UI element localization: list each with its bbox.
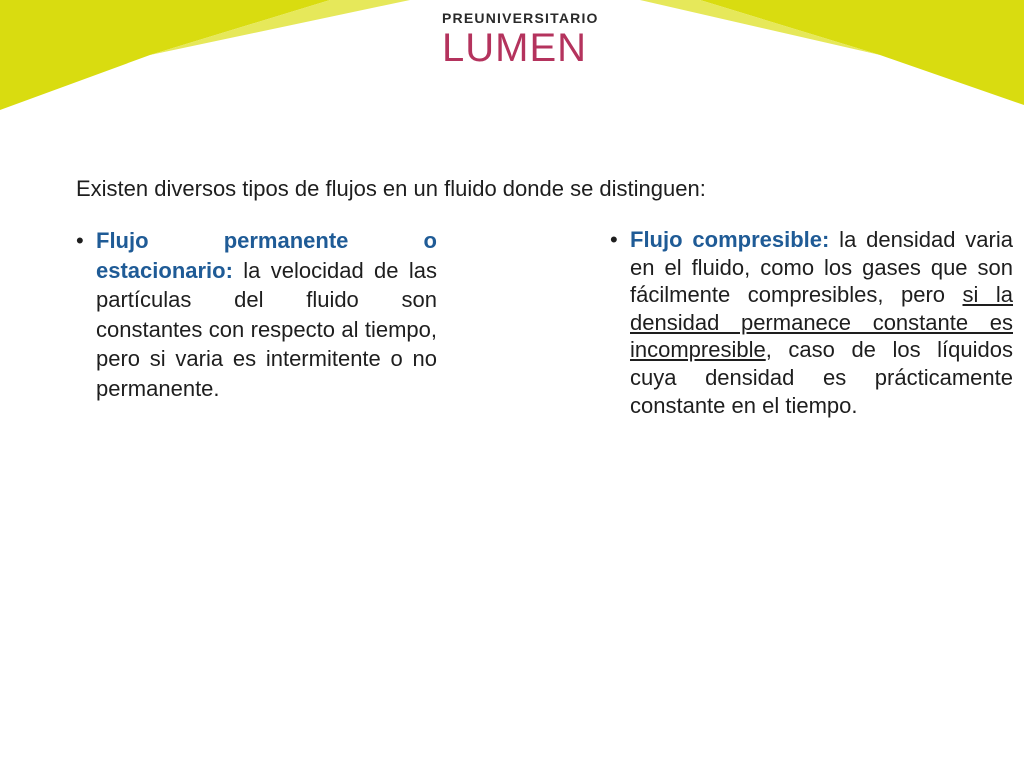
right-item-term: Flujo compresible: [630, 227, 830, 252]
right-item-text-after: , caso de los líquidos cuya densidad es prácticamente constante en el tiempo. [630, 337, 1013, 418]
right-item-text-before: la densidad varia en el fluido, como los gases que son fácilmente compresibles, pero [630, 227, 1013, 308]
right-item-underlined-text: si la densidad permanece constante es incompresible [630, 282, 1014, 363]
bullet-item-left [76, 226, 437, 403]
lumen-logo [442, 10, 599, 70]
logo-main-word: LUMEN [442, 26, 588, 70]
bullet-icon: • [610, 227, 618, 252]
bullet-icon: • [76, 228, 84, 253]
bullet-item-right [610, 226, 1014, 419]
left-item-text: la velocidad de las partículas del fluido son constantes con respecto al tiempo, pero si varia es intermitente o no permanente. [96, 257, 437, 401]
logo-top-line: PREUNIVERSITARIO [442, 10, 599, 26]
intro-text: Existen diversos tipos de flujos en un fluido donde se distinguen: [76, 176, 706, 201]
left-item-term: Flujo permanente o estacionario: [96, 228, 437, 283]
